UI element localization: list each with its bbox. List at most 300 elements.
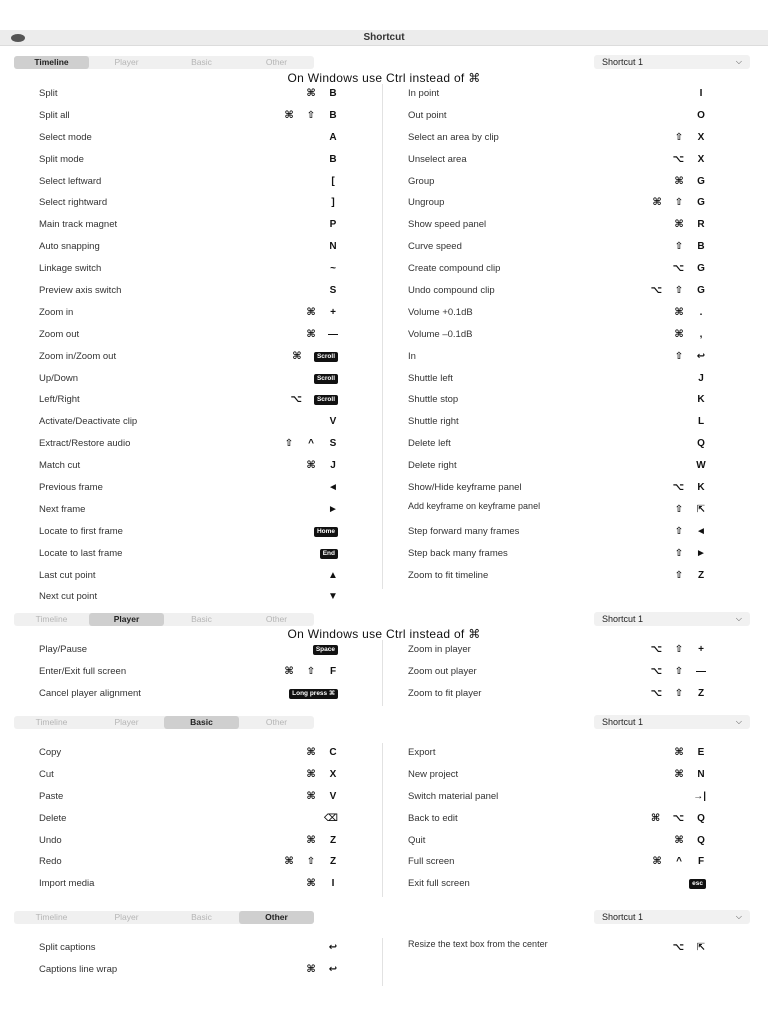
key: G bbox=[697, 263, 705, 275]
key: G bbox=[697, 175, 705, 187]
shortcut-keys bbox=[674, 350, 706, 364]
chevron-down-icon: ⌵ bbox=[735, 717, 742, 726]
shortcut-row bbox=[14, 106, 382, 128]
tab-player[interactable]: Player bbox=[114, 57, 139, 67]
shortcut-label: Play/Pause bbox=[39, 644, 88, 655]
tab-basic[interactable]: Basic bbox=[191, 57, 212, 67]
minus-key: — bbox=[328, 328, 338, 340]
shortcut-label: Left/Right bbox=[39, 394, 80, 406]
shortcut-row bbox=[14, 237, 382, 259]
shortcut-label: Select mode bbox=[39, 131, 92, 143]
shift-key-icon: ⇧ bbox=[674, 665, 684, 677]
key: . bbox=[699, 306, 703, 318]
tab-bar bbox=[14, 56, 314, 69]
shortcut-label: Next frame bbox=[39, 503, 86, 515]
shortcut-keys bbox=[674, 569, 706, 583]
key: B bbox=[329, 153, 337, 165]
option-key-icon: ⌥ bbox=[650, 687, 662, 699]
shortcut-keys bbox=[674, 547, 706, 561]
shortcut-label: Zoom to fit timeline bbox=[408, 569, 489, 581]
shortcut-keys bbox=[289, 687, 338, 701]
command-key-icon: ⌘ bbox=[674, 834, 684, 846]
option-key-icon: ⌥ bbox=[672, 482, 684, 494]
shortcut-row bbox=[14, 259, 382, 281]
shortcut-keys bbox=[693, 790, 706, 804]
tab-bar bbox=[14, 613, 314, 626]
key: B bbox=[329, 109, 337, 121]
key-badge: Scroll bbox=[314, 352, 338, 362]
delete-key-icon: ⌫ bbox=[323, 812, 338, 824]
shortcut-label: In point bbox=[408, 88, 440, 99]
preset-select-label: Shortcut 1 bbox=[602, 57, 644, 67]
command-key-icon: ⌘ bbox=[306, 963, 316, 975]
key: W bbox=[696, 460, 706, 472]
shortcut-keys bbox=[650, 643, 706, 657]
key: S bbox=[329, 438, 337, 450]
shortcut-label: Match cut bbox=[39, 460, 81, 472]
shortcut-keys bbox=[320, 547, 338, 561]
return-key-icon: ↩ bbox=[696, 350, 706, 362]
shortcut-row bbox=[383, 874, 750, 896]
key: J bbox=[330, 460, 336, 472]
tab-player[interactable]: Player bbox=[89, 613, 164, 626]
tab-other[interactable]: Other bbox=[239, 911, 314, 924]
tab-basic[interactable]: Basic bbox=[191, 614, 212, 624]
key: Z bbox=[329, 856, 337, 868]
key: V bbox=[329, 790, 337, 802]
tab-other[interactable]: Other bbox=[265, 57, 288, 67]
shortcut-row bbox=[14, 150, 382, 172]
shortcut-row bbox=[383, 640, 750, 662]
shortcut-keys bbox=[306, 306, 338, 320]
shortcut-row bbox=[14, 787, 382, 809]
shortcut-keys bbox=[696, 393, 706, 407]
shortcut-keys bbox=[328, 196, 338, 210]
shortcut-row bbox=[383, 522, 750, 544]
shift-key-icon: ⇧ bbox=[674, 644, 684, 655]
shortcut-label: Ungroup bbox=[408, 197, 445, 209]
shortcut-keys bbox=[306, 790, 338, 804]
key-badge: Home bbox=[314, 527, 338, 537]
key: [ bbox=[331, 175, 335, 187]
shift-key-icon: ⇧ bbox=[674, 503, 684, 515]
shortcut-column-left bbox=[14, 743, 382, 896]
key: Q bbox=[697, 438, 705, 450]
shortcut-label: Zoom out bbox=[39, 328, 80, 340]
shortcut-label: Import media bbox=[39, 878, 95, 890]
shortcut-row bbox=[383, 412, 750, 434]
shortcut-row bbox=[14, 522, 382, 544]
shortcut-label: Undo bbox=[39, 834, 62, 846]
shortcut-label: Extract/Restore audio bbox=[39, 438, 131, 450]
key: I bbox=[699, 88, 703, 99]
shortcut-label: Group bbox=[408, 175, 435, 187]
shortcut-keys bbox=[284, 665, 338, 679]
shortcut-keys bbox=[672, 481, 706, 495]
shortcut-row bbox=[383, 500, 750, 522]
shortcut-label: Redo bbox=[39, 856, 62, 868]
shortcut-keys bbox=[652, 196, 706, 210]
shortcut-column-right bbox=[382, 743, 750, 897]
key: N bbox=[329, 241, 337, 253]
shortcut-keys bbox=[306, 328, 338, 342]
shortcut-row bbox=[14, 172, 382, 194]
key: V bbox=[329, 416, 337, 428]
shortcut-label: Show/Hide keyframe panel bbox=[408, 482, 522, 494]
shortcut-label: Export bbox=[408, 747, 436, 758]
tab-basic[interactable]: Basic bbox=[191, 912, 212, 922]
shortcut-row bbox=[14, 369, 382, 391]
shortcut-keys bbox=[674, 328, 706, 342]
shortcut-keys bbox=[306, 746, 338, 760]
shift-key-icon: ⇧ bbox=[306, 109, 316, 121]
shortcut-keys bbox=[650, 665, 706, 679]
shortcut-label: Split captions bbox=[39, 942, 96, 953]
shortcut-row bbox=[383, 172, 750, 194]
shortcut-keys bbox=[306, 877, 338, 891]
command-key-icon: ⌘ bbox=[284, 665, 294, 677]
shortcut-row bbox=[14, 434, 382, 456]
shortcut-label: Back to edit bbox=[408, 812, 458, 824]
option-key-icon: ⌥ bbox=[672, 263, 684, 275]
shortcut-row bbox=[383, 566, 750, 588]
preset-select[interactable] bbox=[594, 910, 750, 924]
shortcut-keys bbox=[672, 941, 706, 955]
key: L bbox=[697, 416, 705, 428]
key: B bbox=[697, 241, 705, 253]
shortcut-row bbox=[14, 193, 382, 215]
shortcut-row bbox=[383, 478, 750, 500]
shortcut-label: Add keyframe on keyframe panel bbox=[408, 500, 541, 511]
key: C bbox=[329, 747, 337, 758]
preset-select-label: Shortcut 1 bbox=[602, 717, 644, 727]
chevron-down-icon: ⌵ bbox=[735, 614, 742, 623]
key-badge: Scroll bbox=[314, 395, 338, 405]
shortcut-keys bbox=[674, 525, 706, 539]
left-arrow-icon: ◄ bbox=[696, 525, 706, 537]
shortcut-label: Delete right bbox=[408, 460, 457, 472]
option-key-icon: ⌥ bbox=[650, 644, 662, 655]
shortcut-row bbox=[383, 787, 750, 809]
shortcut-keys bbox=[306, 87, 338, 101]
tab-timeline[interactable]: Timeline bbox=[35, 717, 68, 727]
plus-key: + bbox=[698, 644, 704, 655]
shortcut-keys bbox=[292, 350, 338, 364]
option-key-icon: ⌥ bbox=[650, 285, 662, 297]
down-arrow-icon: ▼ bbox=[328, 591, 338, 603]
key: G bbox=[697, 285, 705, 297]
command-key-icon: ⌘ bbox=[306, 878, 316, 890]
command-key-icon: ⌘ bbox=[306, 834, 316, 846]
key: S bbox=[329, 285, 337, 297]
shortcut-keys bbox=[328, 175, 338, 189]
shortcut-keys bbox=[674, 503, 706, 517]
shortcut-label: Cancel player alignment bbox=[39, 687, 141, 699]
shortcut-keys bbox=[328, 481, 338, 495]
shortcut-row bbox=[14, 390, 382, 412]
shift-key-icon: ⇧ bbox=[674, 285, 684, 297]
minus-key: — bbox=[696, 665, 706, 677]
shortcut-label: Zoom in player bbox=[408, 644, 471, 655]
shortcut-keys bbox=[328, 941, 338, 955]
shortcut-label: Zoom in bbox=[39, 306, 74, 318]
shortcut-label: Linkage switch bbox=[39, 263, 102, 275]
cursor-icon: ⇱ bbox=[696, 942, 706, 953]
preset-select-label: Shortcut 1 bbox=[602, 912, 644, 922]
key: Q bbox=[697, 812, 705, 824]
command-key-icon: ⌘ bbox=[306, 747, 316, 758]
tab-basic[interactable]: Basic bbox=[164, 716, 239, 729]
shortcut-row bbox=[14, 640, 382, 662]
chevron-down-icon: ⌵ bbox=[735, 57, 742, 66]
key: X bbox=[697, 153, 705, 165]
preset-select[interactable] bbox=[594, 715, 750, 729]
shortcut-row bbox=[14, 960, 382, 982]
shortcut-label: Preview axis switch bbox=[39, 285, 122, 297]
shortcut-row bbox=[383, 456, 750, 478]
shortcut-row bbox=[14, 347, 382, 369]
windows-note: On Windows use Ctrl instead of ⌘ bbox=[287, 627, 481, 641]
shortcut-keys bbox=[306, 834, 338, 848]
shortcut-keys bbox=[328, 131, 338, 145]
shortcut-keys bbox=[696, 372, 706, 386]
shift-key-icon: ⇧ bbox=[674, 197, 684, 209]
shortcut-row bbox=[383, 390, 750, 412]
shift-key-icon: ⇧ bbox=[674, 687, 684, 699]
shortcut-row bbox=[14, 874, 382, 896]
shortcut-keys bbox=[328, 415, 338, 429]
shortcut-row bbox=[383, 684, 750, 706]
shortcut-row bbox=[14, 743, 382, 765]
shortcut-row bbox=[383, 662, 750, 684]
shortcut-row bbox=[383, 303, 750, 325]
shortcut-label: Curve speed bbox=[408, 241, 462, 253]
shortcut-column-right bbox=[382, 938, 750, 986]
right-arrow-icon: ► bbox=[328, 503, 338, 515]
control-key-icon: ^ bbox=[308, 438, 314, 450]
shortcut-keys bbox=[328, 590, 338, 604]
shortcut-row bbox=[383, 325, 750, 347]
command-key-icon: ⌘ bbox=[652, 197, 662, 209]
shortcut-row bbox=[14, 128, 382, 150]
key: I bbox=[331, 878, 335, 890]
shift-key-icon: ⇧ bbox=[674, 525, 684, 537]
shortcut-row bbox=[14, 281, 382, 303]
key: B bbox=[329, 88, 337, 99]
command-key-icon: ⌘ bbox=[650, 812, 661, 824]
tab-player[interactable]: Player bbox=[114, 912, 139, 922]
up-arrow-icon: ▲ bbox=[328, 569, 338, 581]
tab-timeline[interactable]: Timeline bbox=[14, 56, 89, 69]
key-badge: End bbox=[320, 549, 338, 559]
command-key-icon: ⌘ bbox=[674, 328, 684, 340]
key: Z bbox=[697, 687, 705, 699]
command-key-icon: ⌘ bbox=[674, 219, 684, 231]
shortcut-row bbox=[14, 566, 382, 588]
shortcut-column-left bbox=[14, 640, 382, 706]
shortcut-keys bbox=[284, 109, 338, 123]
shortcut-row bbox=[383, 809, 750, 831]
shortcut-keys bbox=[689, 877, 706, 891]
key-badge: Long press ⌘ bbox=[289, 689, 338, 699]
cursor-icon: ⇱ bbox=[696, 503, 706, 515]
shortcut-label: Locate to last frame bbox=[39, 547, 123, 559]
command-key-icon: ⌘ bbox=[674, 768, 684, 780]
shortcut-label: Select rightward bbox=[39, 197, 108, 209]
shortcut-keys bbox=[674, 768, 706, 782]
shortcut-label: Split mode bbox=[39, 153, 84, 165]
shortcut-label: Auto snapping bbox=[39, 241, 100, 253]
shortcut-keys bbox=[328, 240, 338, 254]
tab-timeline[interactable]: Timeline bbox=[35, 912, 68, 922]
shortcut-keys bbox=[314, 372, 338, 386]
shortcut-row bbox=[14, 938, 382, 960]
shortcut-row bbox=[14, 303, 382, 325]
plus-key: + bbox=[330, 306, 336, 318]
option-key-icon: ⌥ bbox=[672, 153, 684, 165]
tab-timeline[interactable]: Timeline bbox=[35, 614, 68, 624]
option-key-icon: ⌥ bbox=[672, 812, 684, 824]
shortcut-keys bbox=[674, 218, 706, 232]
shortcut-row bbox=[14, 478, 382, 500]
shortcut-row bbox=[383, 193, 750, 215]
shift-key-icon: ⇧ bbox=[674, 350, 684, 362]
key-badge: Scroll bbox=[314, 374, 338, 384]
shortcut-label: Out point bbox=[408, 109, 447, 121]
tab-bar bbox=[14, 716, 314, 729]
shortcut-keys bbox=[652, 855, 706, 869]
shortcut-row bbox=[14, 544, 382, 566]
shortcut-keys bbox=[674, 131, 706, 145]
key: F bbox=[329, 665, 337, 677]
shortcut-label: Zoom to fit player bbox=[408, 687, 482, 699]
chevron-down-icon: ⌵ bbox=[735, 912, 742, 921]
key: Z bbox=[329, 834, 337, 846]
shortcut-row bbox=[14, 500, 382, 522]
shortcut-row bbox=[14, 325, 382, 347]
shortcut-label: Delete bbox=[39, 812, 67, 824]
shortcut-label: Undo compound clip bbox=[408, 285, 495, 297]
shortcut-label: Last cut point bbox=[39, 569, 96, 581]
shortcut-label: Select an area by clip bbox=[408, 131, 499, 143]
key: , bbox=[699, 328, 703, 340]
shortcut-row bbox=[383, 938, 750, 960]
shortcut-label: New project bbox=[408, 768, 459, 780]
return-key-icon: ↩ bbox=[328, 942, 338, 953]
shortcut-label: Exit full screen bbox=[408, 878, 470, 890]
option-key-icon: ⌥ bbox=[650, 665, 662, 677]
shortcut-keys bbox=[328, 503, 338, 517]
key: G bbox=[697, 197, 705, 209]
shortcut-row bbox=[14, 765, 382, 787]
key-badge: esc bbox=[689, 879, 706, 889]
shortcut-keys bbox=[306, 768, 338, 782]
command-key-icon: ⌘ bbox=[652, 856, 662, 868]
shortcut-keys bbox=[284, 437, 338, 451]
key: P bbox=[329, 219, 337, 231]
windows-note: On Windows use Ctrl instead of ⌘ bbox=[287, 71, 481, 85]
tab-key-icon: →| bbox=[693, 790, 706, 802]
shortcut-label: Create compound clip bbox=[408, 263, 501, 275]
shift-key-icon: ⇧ bbox=[674, 131, 684, 143]
shortcut-label: Delete left bbox=[408, 438, 451, 450]
shortcut-label: Shuttle left bbox=[408, 372, 453, 384]
shortcut-row bbox=[383, 831, 750, 853]
key: R bbox=[697, 219, 705, 231]
shift-key-icon: ⇧ bbox=[306, 856, 316, 868]
tab-player[interactable]: Player bbox=[114, 717, 139, 727]
option-key-icon: ⌥ bbox=[672, 942, 684, 953]
shortcut-row bbox=[383, 259, 750, 281]
shortcut-keys bbox=[313, 643, 338, 657]
shortcut-row bbox=[383, 281, 750, 303]
key-badge: Space bbox=[313, 645, 338, 655]
shortcut-label: Cut bbox=[39, 768, 54, 780]
shortcut-label: Switch material panel bbox=[408, 790, 499, 802]
shortcut-label: Main track magnet bbox=[39, 219, 118, 231]
tab-other[interactable]: Other bbox=[265, 614, 288, 624]
key: A bbox=[329, 131, 337, 143]
shortcut-label: Shuttle stop bbox=[408, 394, 459, 406]
shortcut-row bbox=[14, 215, 382, 237]
shift-key-icon: ⇧ bbox=[674, 569, 684, 581]
shortcut-keys bbox=[328, 284, 338, 298]
shortcut-keys bbox=[328, 153, 338, 167]
shortcut-row bbox=[383, 106, 750, 128]
shortcut-row bbox=[14, 831, 382, 853]
preset-select[interactable] bbox=[594, 612, 750, 626]
key: ~ bbox=[330, 263, 336, 275]
preset-select[interactable] bbox=[594, 55, 750, 69]
shortcut-keys bbox=[696, 459, 706, 473]
shortcut-keys bbox=[306, 459, 338, 473]
key: E bbox=[697, 747, 705, 758]
key: Q bbox=[697, 834, 705, 846]
shortcut-keys bbox=[650, 687, 706, 701]
shortcut-keys bbox=[674, 306, 706, 320]
command-key-icon: ⌘ bbox=[284, 856, 294, 868]
key: K bbox=[697, 394, 705, 406]
shortcut-keys bbox=[672, 153, 706, 167]
shortcut-keys bbox=[314, 525, 338, 539]
option-key-icon: ⌥ bbox=[290, 394, 302, 406]
shortcut-keys bbox=[650, 812, 706, 826]
shortcut-label: Copy bbox=[39, 747, 62, 758]
shortcut-row bbox=[383, 128, 750, 150]
shortcut-row bbox=[383, 84, 750, 106]
shortcut-keys bbox=[328, 569, 338, 583]
shortcut-row bbox=[383, 434, 750, 456]
shortcut-keys bbox=[672, 262, 706, 276]
shortcut-keys bbox=[284, 855, 338, 869]
return-key-icon: ↩ bbox=[328, 963, 338, 975]
shortcut-label: Resize the text box from the center bbox=[408, 939, 548, 949]
shortcut-label: Split bbox=[39, 88, 58, 99]
shortcut-label: Paste bbox=[39, 790, 64, 802]
shortcut-row bbox=[14, 456, 382, 478]
shift-key-icon: ⇧ bbox=[674, 547, 684, 559]
control-key-icon: ^ bbox=[676, 856, 682, 868]
shortcut-label: Activate/Deactivate clip bbox=[39, 416, 138, 428]
shortcut-label: Locate to first frame bbox=[39, 525, 123, 537]
key: O bbox=[697, 109, 705, 121]
command-key-icon: ⌘ bbox=[674, 306, 684, 318]
shortcut-column-left bbox=[14, 84, 382, 609]
shortcut-label: Unselect area bbox=[408, 153, 467, 165]
tab-other[interactable]: Other bbox=[265, 717, 288, 727]
shortcut-keys bbox=[328, 262, 338, 276]
shortcut-label: Up/Down bbox=[39, 372, 79, 384]
